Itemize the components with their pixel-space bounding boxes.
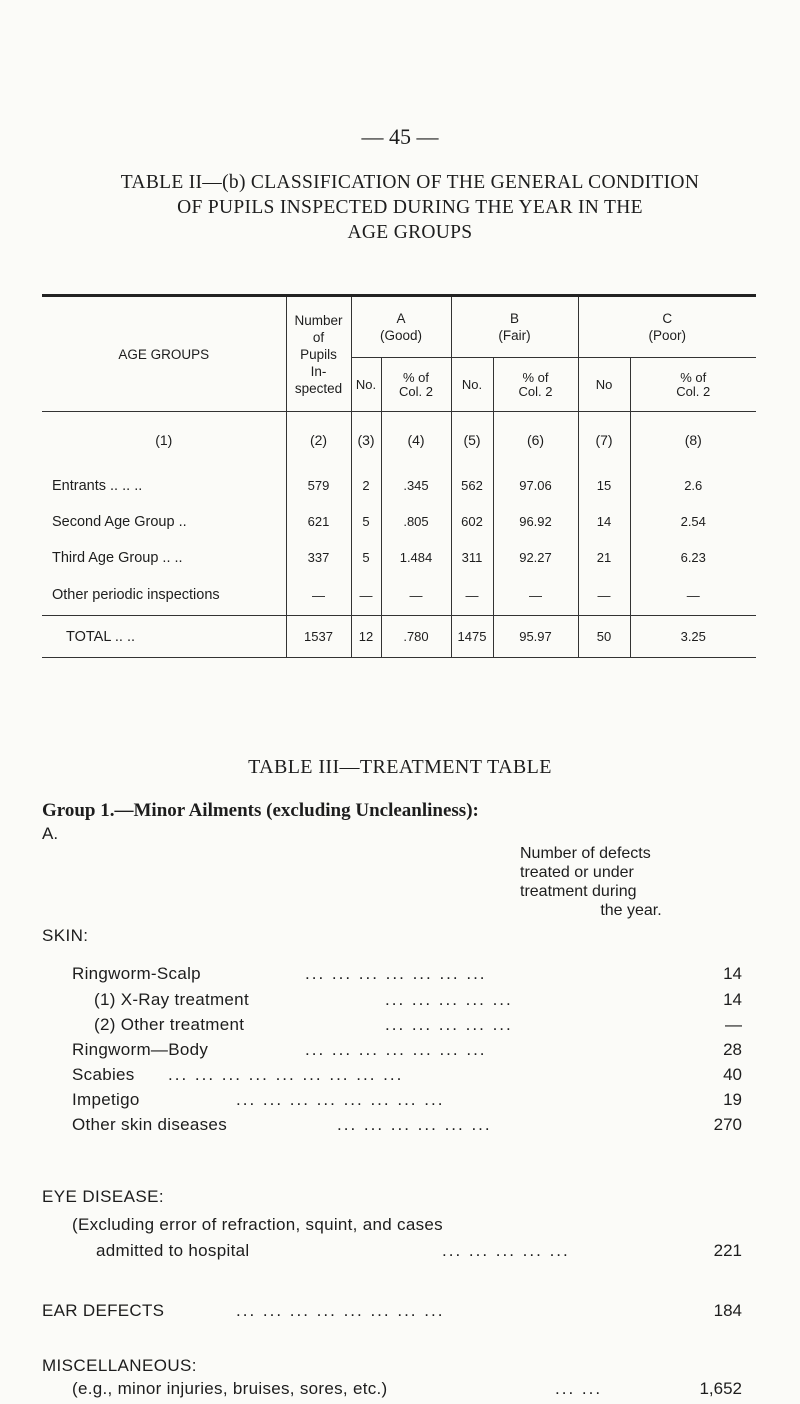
total-row [42,616,756,658]
table-cell: — [286,576,351,616]
classification-table [42,294,756,658]
column-note-line: treatment during [520,883,637,900]
table-cell: 621 [286,504,351,540]
ear-value: 184 [713,1301,742,1320]
total-cell: 1475 [451,616,493,658]
page-number: — 45 — [361,124,439,149]
group-b-header [451,296,578,358]
total-cell: 50 [578,616,630,658]
column-note-line: Number of defects [520,845,651,862]
eye-heading: EYE DISEASE: [42,1187,164,1206]
percent-line: Col. 2 [399,383,433,399]
table-cell: 15 [578,468,630,504]
group-a-header [351,296,451,358]
misc-note: (e.g., minor injuries, bruises, sores, etc.) [72,1379,388,1398]
eye-item [0,1240,800,1262]
number-header-line: of [312,329,325,345]
table-cell: — [578,576,630,616]
table-row [42,540,756,576]
list-item [0,989,800,1011]
column-number-row [42,412,756,468]
col-number: (1) [155,431,173,448]
table-cell: 97.06 [493,468,578,504]
b-no-header: No. [451,358,493,412]
row-label [42,576,286,616]
column-note-line: the year. [600,902,662,919]
group-c-letter: C [662,311,673,326]
table-cell: 337 [286,540,351,576]
item-label: Other skin diseases [72,1115,227,1134]
c-percent-header [630,358,756,412]
total-label [42,616,286,658]
item-dots: ... ... [555,1379,603,1398]
item-value: 40 [723,1065,742,1084]
number-header-line: Number [294,312,343,328]
table2-title-line: AGE GROUPS [347,222,473,243]
list-item [0,963,800,985]
row-label [42,468,286,504]
table-cell: 2.6 [630,468,756,504]
percent-line: % of [402,369,429,385]
row-leader: .. .. .. [106,477,143,494]
group-a-name: (Good) [379,328,423,343]
number-header-line: In- [310,363,327,379]
item-label: Impetigo [72,1090,140,1109]
misc-heading: MISCELLANEOUS: [42,1356,197,1375]
table-cell: 602 [451,504,493,540]
age-groups-header: AGE GROUPS [42,296,286,412]
total-label-text: TOTAL [66,628,111,645]
misc-item [0,1378,800,1400]
col-number: (8) [630,412,756,468]
item-value: 14 [723,964,742,983]
table3-title: TABLE III—TREATMENT TABLE [248,756,552,778]
column-note [520,844,742,920]
percent-line: % of [680,369,707,385]
total-cell: 1537 [286,616,351,658]
row-label-text: Other periodic inspections [52,587,220,604]
number-header-line: Pupils [300,346,337,362]
total-cell: .780 [381,616,451,658]
row-leader: .. .. [158,549,183,566]
group-heading: Group 1.—Minor Ailments (excluding Uncleanliness): [42,800,479,821]
c-no-header: No [578,358,630,412]
eye-value: 221 [713,1241,742,1260]
item-dots: ... ... ... ... ... ... ... [305,1040,487,1059]
table-cell: 96.92 [493,504,578,540]
item-label: Ringworm-Scalp [72,964,201,983]
table-row [42,504,756,540]
item-dots: ... ... ... ... ... [442,1241,570,1260]
total-cell: 12 [351,616,381,658]
item-dots: ... ... ... ... ... ... [337,1115,492,1134]
table-cell: 1.484 [381,540,451,576]
table-cell: 579 [286,468,351,504]
table-cell: 311 [451,540,493,576]
eye-note: (Excluding error of refraction, squint, and cases [72,1215,443,1234]
col-number: (6) [493,412,578,468]
total-cell: 95.97 [493,616,578,658]
row-label-text: Third Age Group [52,549,159,566]
table-cell: 2.54 [630,504,756,540]
percent-line: Col. 2 [676,383,711,399]
misc-value: 1,652 [699,1379,742,1398]
table-cell: — [381,576,451,616]
b-percent-header [493,358,578,412]
item-dots: ... ... ... ... ... ... ... [305,964,487,983]
table2-title-line: OF PUPILS INSPECTED DURING THE YEAR IN THE [177,197,643,218]
ear-item [0,1300,800,1322]
skin-heading: SKIN: [42,926,89,945]
item-dots: ... ... ... ... ... ... ... ... ... [168,1065,404,1084]
item-dots: ... ... ... ... ... [385,990,513,1009]
row-leader: .. .. [110,628,136,645]
list-item [0,1089,800,1111]
eye-note-line2: admitted to hospital [96,1241,250,1260]
table-cell: — [351,576,381,616]
a-percent-header [381,358,451,412]
col-number: (3) [351,412,381,468]
table-cell: 92.27 [493,540,578,576]
item-value: 14 [723,990,742,1009]
table-cell: — [493,576,578,616]
col-number: (5) [451,412,493,468]
a-no-header: No. [351,358,381,412]
table-cell: 562 [451,468,493,504]
col-number: (7) [578,412,630,468]
col-number: (4) [381,412,451,468]
item-dots: ... ... ... ... ... [385,1015,513,1034]
row-label [42,504,286,540]
table2-title [60,170,760,245]
group-c-name: (Poor) [648,328,686,343]
row-leader: .. [174,513,187,530]
item-dots: ... ... ... ... ... ... ... ... [236,1090,445,1109]
table-cell: 21 [578,540,630,576]
item-label: (2) Other treatment [94,1015,245,1034]
item-dots: ... ... ... ... ... ... ... ... [236,1301,445,1320]
list-item [0,1064,800,1086]
list-item [0,1039,800,1061]
table-cell: 2 [351,468,381,504]
table-row [42,576,756,616]
item-value: — [725,1015,742,1034]
col-number: (2) [286,412,351,468]
item-label: Scabies [72,1065,135,1084]
table-cell: — [630,576,756,616]
ear-label: EAR DEFECTS [42,1301,165,1320]
column-note-line: treated or under [520,864,634,881]
item-label: (1) X-Ray treatment [94,990,249,1009]
table-row [42,468,756,504]
percent-line: Col. 2 [518,383,553,399]
list-item [0,1014,800,1036]
table-cell: 14 [578,504,630,540]
table2-title-line: TABLE II—(b) CLASSIFICATION OF THE GENERAL CONDITION [120,172,700,193]
table-cell: .345 [381,468,451,504]
row-label-text: Second Age Group [52,513,175,530]
number-inspected-header [286,296,351,412]
group-b-name: (Fair) [498,328,531,343]
row-label-text: Entrants [52,477,106,494]
table-cell: 5 [351,504,381,540]
group-c-header [578,296,756,358]
table-cell: 6.23 [630,540,756,576]
table-cell: 5 [351,540,381,576]
item-value: 19 [723,1090,742,1109]
percent-line: % of [522,369,549,385]
item-label: Ringworm—Body [72,1040,209,1059]
item-value: 28 [723,1040,742,1059]
table-cell: .805 [381,504,451,540]
row-label [42,540,286,576]
list-item [0,1114,800,1136]
group-a-letter: A [396,311,406,326]
group-letter: A. [42,824,59,843]
table-cell: — [451,576,493,616]
item-value: 270 [713,1115,742,1134]
group-b-letter: B [509,311,519,326]
number-header-line: spected [294,380,343,396]
total-cell: 3.25 [630,616,756,658]
